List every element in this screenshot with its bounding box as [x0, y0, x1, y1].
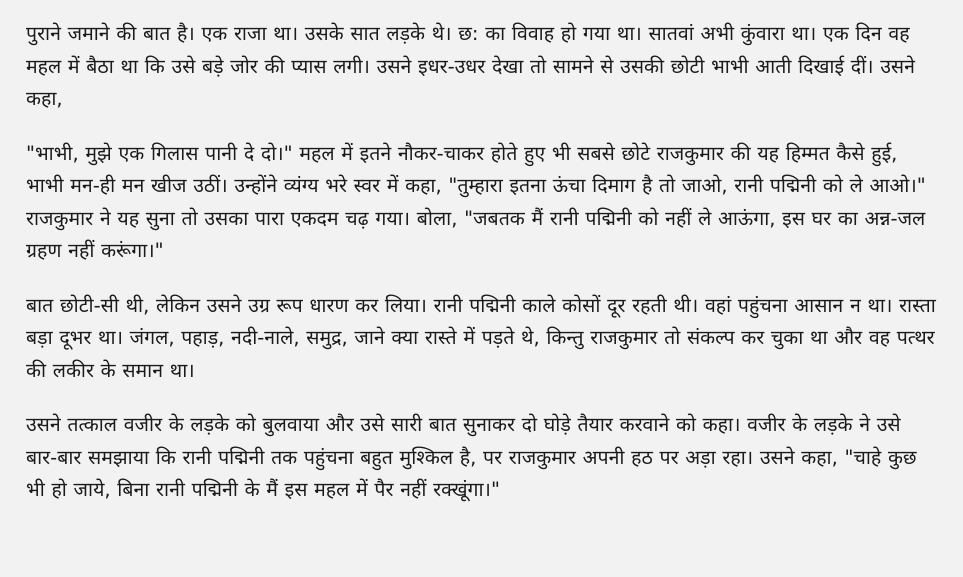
paragraph-1: पुराने जमाने की बात है। एक राजा था। उसके सात लड़के थे। छ: का विवाह हो गया था। सातवां अभी कुंवारा था। एक दिन वह महल में बैठा था कि उसे बड़े जोर की प्यास लगी। उसने इधर-उधर देखा तो सामने से उसकी छोटी भाभी आती दिखाई दीं। उसने कहा,: [26, 22, 915, 110]
paragraph-2: "भाभी, मुझे एक गिलास पानी दे दो।" महल में इतने नौकर-चाकर होते हुए भी सबसे छोटे राजकुमार की यह हिम्मत कैसे हुई, भाभी मन-ही मन खीज उठीं। उन्होंने व्यंग्य भरे स्वर में कहा, "तुम्हारा इतना ऊंचा दिमाग है तो जाओ, रानी पद्मिनी को ले आओ।" राजकुमार ने यह सुना तो उसका पारा एकदम चढ़ गया। बोला, "जबतक मैं रानी पद्मिनी को नहीं ले आऊंगा, इस घर का अन्न-जल ग्रहण नहीं करूंगा।": [26, 141, 926, 262]
paragraph-3: बात छोटी-सी थी, लेकिन उसने उग्र रूप धारण कर लिया। रानी पद्मिनी काले कोसों दूर रहती थी। वहां पहुंचना आसान न था। रास्ता बड़ा दूभर था। जंगल, पहाड़, नदी-नाले, समुद्र, जाने क्या रास्ते में पड़ते थे, किन्तु राजकुमार तो संकल्प कर चुका था और वह पत्थर की लकीर के समान था।: [26, 293, 936, 382]
paragraph-4: उसने तत्काल वजीर के लड़के को बुलवाया और उसे सारी बात सुनाकर दो घोड़े तैयार करवाने को कहा। वजीर के लड़के ने उसे बार-बार समझाया कि रानी पद्मिनी तक पहुंचना बहुत मुश्किल है, पर राजकुमार अपनी हठ पर अड़ा रहा। उसने कहा, "चाहे कुछ भी हो जाये, बिना रानी पद्मिनी के मैं इस महल में पैर नहीं रक्खूंगा।": [26, 413, 917, 501]
